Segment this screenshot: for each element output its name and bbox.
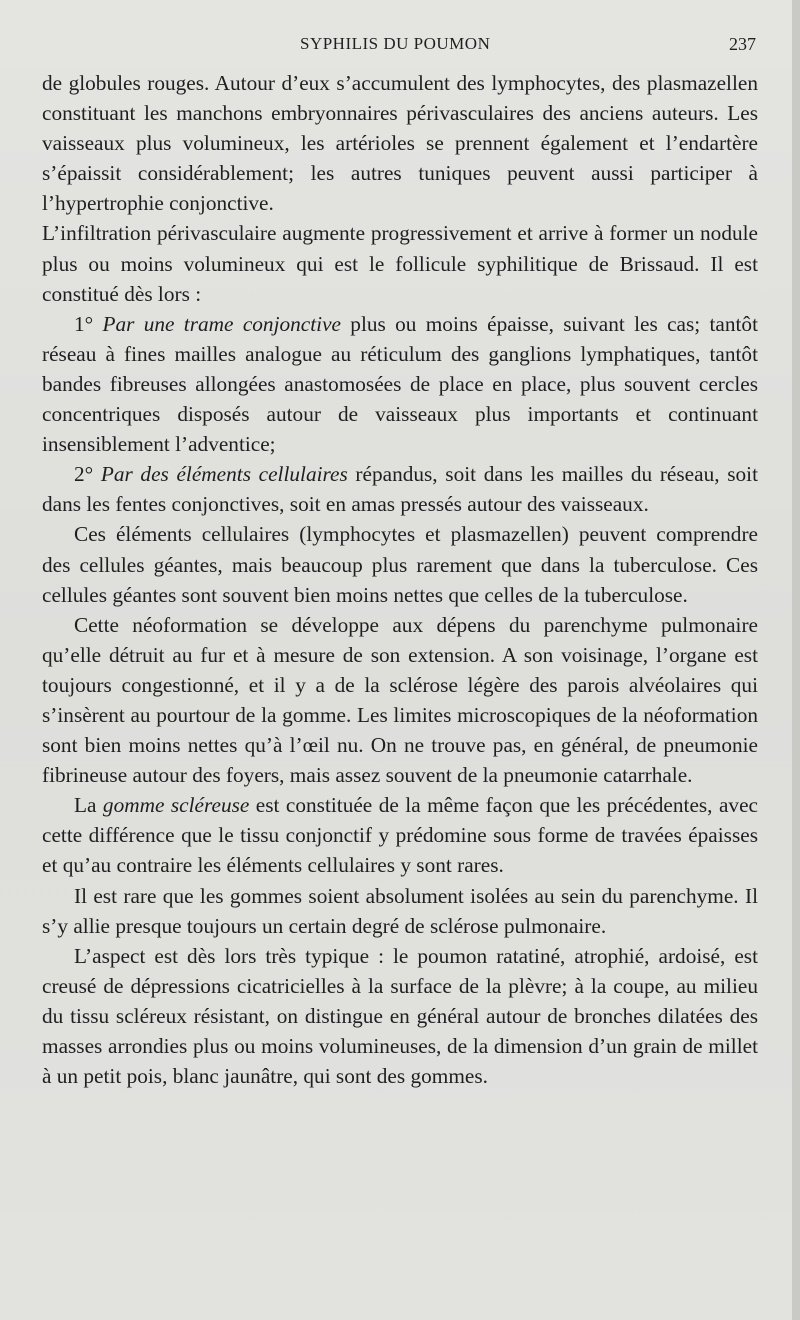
paragraph-7-start: La — [74, 793, 103, 818]
paragraph-4 — [42, 459, 758, 519]
paragraph-7-text: est constituée de la même façon que les précédentes, avec cette différence que le tissu conjonctif y prédomine sous forme de travées épaisses et qu’au contraire les éléments cellulaires y sont rares. — [42, 793, 758, 878]
paragraph-4-text: répandus, soit dans les mailles du réseau, soit dans les fentes conjonctives, soit en amas pressés autour des vaisseaux. — [42, 462, 758, 517]
running-title: SYPHILIS DU POUMON — [300, 34, 491, 53]
list-number-1: 1° — [74, 311, 103, 336]
paragraph-1: de globules rouges. Autour d’eux s’accumulent des lymphocytes, des plasmazellen constituant les manchons embryonnaires périvasculaires des anciens auteurs. Les vaisseaux plus volumineux, les artérioles se prennent également et l’endartère s’épaissit considérablement; les autres tuniques peuvent aussi participer à l’hypertrophie conjonctive. — [42, 71, 758, 216]
body-text — [42, 68, 758, 1091]
emphasis-elements-cellulaires: Par des éléments cellulaires — [100, 462, 348, 487]
page-number: 237 — [729, 34, 756, 54]
paragraph-5: Ces éléments cellulaires (lymphocytes et plasmazellen) peuvent comprendre des cellules géantes, mais beaucoup plus rarement que dans la tuberculose. Ces cellules géantes sont souvent bien moins nettes que celles de la tuberculose. — [42, 522, 758, 607]
page-header — [0, 34, 792, 58]
paragraph-3 — [42, 309, 758, 459]
paragraph-9: L’aspect est dès lors très typique : le poumon ratatiné, atrophié, ardoisé, est creusé de dépressions cicatricielles à la surface de la plèvre; à la coupe, au milieu du tissu scléreux résistant, on distingue en général autour de bronches dilatées des masses arrondies plus ou moins volumineuses, de la dimension d’un grain de millet à un petit pois, blanc jaunâtre, qui sont des gommes. — [42, 943, 758, 1089]
paragraph-6: Cette néoformation se développe aux dépens du parenchyme pulmonaire qu’elle détruit au fur et à mesure de son extension. A son voisinage, l’organe est toujours congestionné, et il y a de la sclérose légère des parois alvéolaires qui s’insèrent au pourtour de la gomme. Les limites microscopiques de la néoformation sont bien moins nettes qu’à l’œil nu. On ne trouve pas, en général, de pneumonie fibrineuse autour des foyers, mais assez souvent de la pneumonie catarrhale. — [42, 612, 758, 788]
list-number-2: 2° — [74, 462, 101, 487]
emphasis-gomme-scléreuse: gomme scléreuse — [102, 793, 250, 818]
paragraph-3-text: plus ou moins épaisse, suivant les cas; tantôt réseau à fines mailles analogue au réticulum des ganglions lymphatiques, tantôt bandes fibreuses allongées anastomosées de place en place, plus souvent cercles concentriques disposés autour de vaisseaux plus importants et continuant insensiblement l’adventice; — [42, 311, 758, 457]
paragraph-2: L’infiltration périvasculaire augmente progressivement et arrive à former un nodule plus ou moins volumineux qui est le follicule syphilitique de Brissaud. Il est constitué dès lors : — [42, 221, 758, 306]
paragraph-7 — [42, 790, 758, 880]
emphasis-trame-conjonctive: Par une trame conjonctive — [102, 311, 341, 336]
paragraph-8: Il est rare que les gommes soient absolument isolées au sein du parenchyme. Il s’y allie presque toujours un certain degré de sclérose pulmonaire. — [42, 883, 758, 938]
